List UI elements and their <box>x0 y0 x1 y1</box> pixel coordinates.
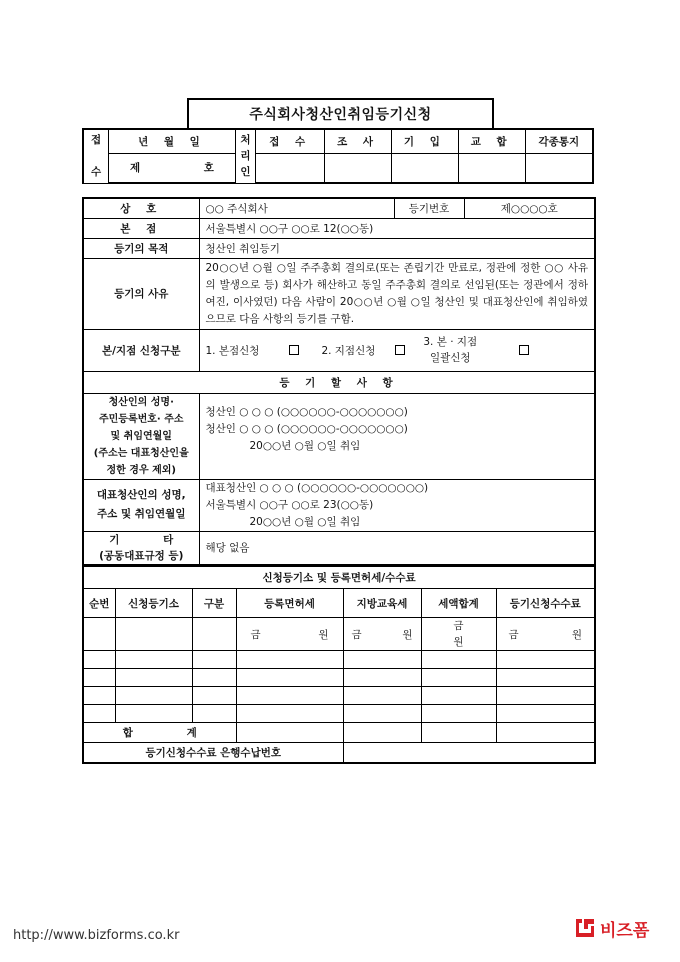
rep-value[interactable] <box>199 479 595 531</box>
fees-row <box>83 669 595 687</box>
fees-cell[interactable] <box>115 705 192 723</box>
fees-cell[interactable] <box>236 651 343 669</box>
fees-header-license-tax: 등록면허세 <box>236 589 343 618</box>
col-verify: 교 합 <box>458 129 525 153</box>
fees-row <box>83 687 595 705</box>
currency-a: 금 <box>453 620 464 632</box>
reg-no-label: 등기번호 <box>394 198 464 218</box>
fees-cell[interactable] <box>343 618 421 651</box>
total-tax[interactable] <box>421 723 496 743</box>
name-label: 상 호 <box>83 198 199 218</box>
currency-b: 원 <box>402 628 413 641</box>
receipt-cell[interactable] <box>256 153 325 183</box>
liquidator-line-3: 20○○년 ○월 ○일 취임 <box>249 439 361 452</box>
currency-a: 금 <box>351 628 362 641</box>
fees-header-no: 순번 <box>83 589 115 618</box>
brand-logo[interactable] <box>574 915 649 941</box>
liquidator-label-5: 정한 경우 제외) <box>106 464 176 476</box>
currency-b: 원 <box>453 636 464 648</box>
entry-cell[interactable] <box>391 153 458 183</box>
fees-cell[interactable] <box>496 687 595 705</box>
reason-label: 등기의 사유 <box>83 258 199 329</box>
fees-cell[interactable] <box>343 687 421 705</box>
rep-label <box>83 479 199 531</box>
fees-cell[interactable] <box>496 705 595 723</box>
total-fee[interactable] <box>496 723 595 743</box>
other-label <box>83 531 199 565</box>
fees-cell[interactable] <box>421 687 496 705</box>
form-title: 주식회사청산인취임등기신청 <box>187 98 494 128</box>
liquidator-line-2: 청산인 ○ ○ ○ (○○○○○○-○○○○○○○) <box>205 422 408 435</box>
fees-cell[interactable] <box>192 618 236 651</box>
col-receipt: 접 수 <box>256 129 325 153</box>
fees-cell[interactable] <box>115 651 192 669</box>
currency-a: 금 <box>250 628 261 641</box>
total-license-tax[interactable] <box>236 723 343 743</box>
fees-cell[interactable] <box>343 651 421 669</box>
rep-line-3: 20○○년 ○월 ○일 취임 <box>249 515 361 528</box>
reg-no-value[interactable]: 제○○○○호 <box>464 198 595 218</box>
notice-cell[interactable] <box>525 153 593 183</box>
liquidator-label-1: 청산인의 성명· <box>108 396 174 408</box>
reason-value[interactable]: 20○○년 ○월 ○일 주주총회 결의로(또는 존립기간 만료로, 정관에 정한 ○○ 사유의 발생으로 등) 회사가 해산하고 동일 주주총회 결의로 선임된(또는 정관에서 정하여진, 이사였던) 다음 사람이 20○○년 ○월 ○일 청산인 및 대표청산인에 취임하였으므로 다음 사항의 등기를 구함. <box>199 258 595 329</box>
branch-options <box>199 329 595 371</box>
branch-opt1-label: 1. 본점신청 <box>205 344 260 357</box>
fees-cell[interactable] <box>192 705 236 723</box>
fees-cell[interactable] <box>496 618 595 651</box>
date-label: 년 월 일 <box>109 129 235 153</box>
fees-row <box>83 618 595 651</box>
bizforms-logo-icon <box>574 917 596 939</box>
fees-header-type: 구분 <box>192 589 236 618</box>
fees-cell[interactable] <box>83 669 115 687</box>
name-value[interactable]: ○○ 주식회사 <box>199 198 394 218</box>
fees-cell[interactable] <box>236 705 343 723</box>
fees-cell[interactable] <box>115 687 192 705</box>
branch-opt3-line1: 3. 본 · 지점 <box>423 336 478 348</box>
fees-cell[interactable] <box>83 705 115 723</box>
su-char: 수 <box>91 166 102 179</box>
fees-cell[interactable] <box>236 669 343 687</box>
fees-cell[interactable] <box>421 651 496 669</box>
branch-label: 본/지점 신청구분 <box>83 329 199 371</box>
reception-header <box>83 129 109 183</box>
fees-cell[interactable] <box>421 705 496 723</box>
rep-line-2: 서울특별시 ○○구 ○○로 23(○○동) <box>205 498 374 511</box>
fees-cell[interactable] <box>83 687 115 705</box>
fees-cell[interactable] <box>236 618 343 651</box>
fees-header-office: 신청등기소 <box>115 589 192 618</box>
liquidator-label-3: 및 취임연월일 <box>110 430 172 442</box>
bank-label: 등기신청수수료 은행수납번호 <box>83 743 343 763</box>
jeop-char: 접 <box>91 134 102 147</box>
branch-opt3-line2: 일괄신청 <box>429 352 471 364</box>
fees-cell[interactable] <box>83 651 115 669</box>
currency-a: 금 <box>508 628 519 641</box>
fees-cell[interactable] <box>115 618 192 651</box>
fees-header-tax-total: 세액합계 <box>421 589 496 618</box>
fees-cell[interactable] <box>192 687 236 705</box>
fees-cell[interactable] <box>343 669 421 687</box>
other-label-2: (공동대표규정 등) <box>99 549 184 562</box>
hq-value[interactable]: 서울특별시 ○○구 ○○로 12(○○동) <box>199 218 595 238</box>
branch-opt2-label: 2. 지점신청 <box>321 344 376 357</box>
inspect-cell[interactable] <box>325 153 392 183</box>
fees-cell[interactable] <box>421 618 496 651</box>
total-edu-tax[interactable] <box>343 723 421 743</box>
liquidator-line-1: 청산인 ○ ○ ○ (○○○○○○-○○○○○○○) <box>205 405 408 418</box>
reception-table <box>82 128 594 184</box>
fees-row <box>83 705 595 723</box>
fees-cell[interactable] <box>496 669 595 687</box>
fees-header-edu-tax: 지방교육세 <box>343 589 421 618</box>
fees-row <box>83 651 595 669</box>
purpose-value[interactable]: 청산인 취임등기 <box>199 238 595 258</box>
hq-label: 본 점 <box>83 218 199 238</box>
branch-opt1-checkbox[interactable] <box>289 345 299 355</box>
fees-cell[interactable] <box>83 618 115 651</box>
number-label: 제 호 <box>109 153 235 183</box>
col-inspect: 조 사 <box>325 129 392 153</box>
bank-value[interactable] <box>343 743 595 763</box>
footer-url[interactable]: http://www.bizforms.co.kr <box>13 928 180 943</box>
col-notice: 각종통지 <box>525 129 593 153</box>
fees-cell[interactable] <box>192 669 236 687</box>
processing-label: 처리인 <box>235 129 256 183</box>
liquidator-value[interactable] <box>199 393 595 479</box>
fees-cell[interactable] <box>496 651 595 669</box>
fees-cell[interactable] <box>192 651 236 669</box>
rep-label-1: 대표청산인의 성명, <box>96 489 186 501</box>
fees-cell[interactable] <box>115 669 192 687</box>
items-section-title: 등 기 할 사 항 <box>83 371 595 393</box>
other-label-1: 기 타 <box>109 533 174 546</box>
other-value[interactable]: 해당 없음 <box>199 531 595 565</box>
liquidator-label-2: 주민등록번호· 주소 <box>98 413 184 425</box>
total-label: 합 계 <box>83 723 236 743</box>
branch-opt2-checkbox[interactable] <box>395 345 405 355</box>
verify-cell[interactable] <box>458 153 525 183</box>
rep-label-2: 주소 및 취임연월일 <box>97 508 186 520</box>
fees-cell[interactable] <box>236 687 343 705</box>
brand-name: 비즈폼 <box>600 920 650 941</box>
branch-opt3-label <box>423 334 477 366</box>
fees-header-fee: 등기신청수수료 <box>496 589 595 618</box>
fees-section-title: 신청등기소 및 등록면허세/수수료 <box>83 567 595 589</box>
liquidator-label-4: (주소는 대표청산인을 <box>93 447 189 459</box>
col-entry: 기 입 <box>391 129 458 153</box>
currency-b: 원 <box>318 628 329 641</box>
rep-line-1: 대표청산인 ○ ○ ○ (○○○○○○-○○○○○○○) <box>205 481 429 494</box>
liquidator-label <box>83 393 199 479</box>
currency-b: 원 <box>571 628 583 641</box>
purpose-label: 등기의 목적 <box>83 238 199 258</box>
fees-cell[interactable] <box>343 705 421 723</box>
fees-table <box>82 566 596 764</box>
branch-opt3-checkbox[interactable] <box>519 345 529 355</box>
fees-cell[interactable] <box>421 669 496 687</box>
main-table <box>82 197 596 566</box>
